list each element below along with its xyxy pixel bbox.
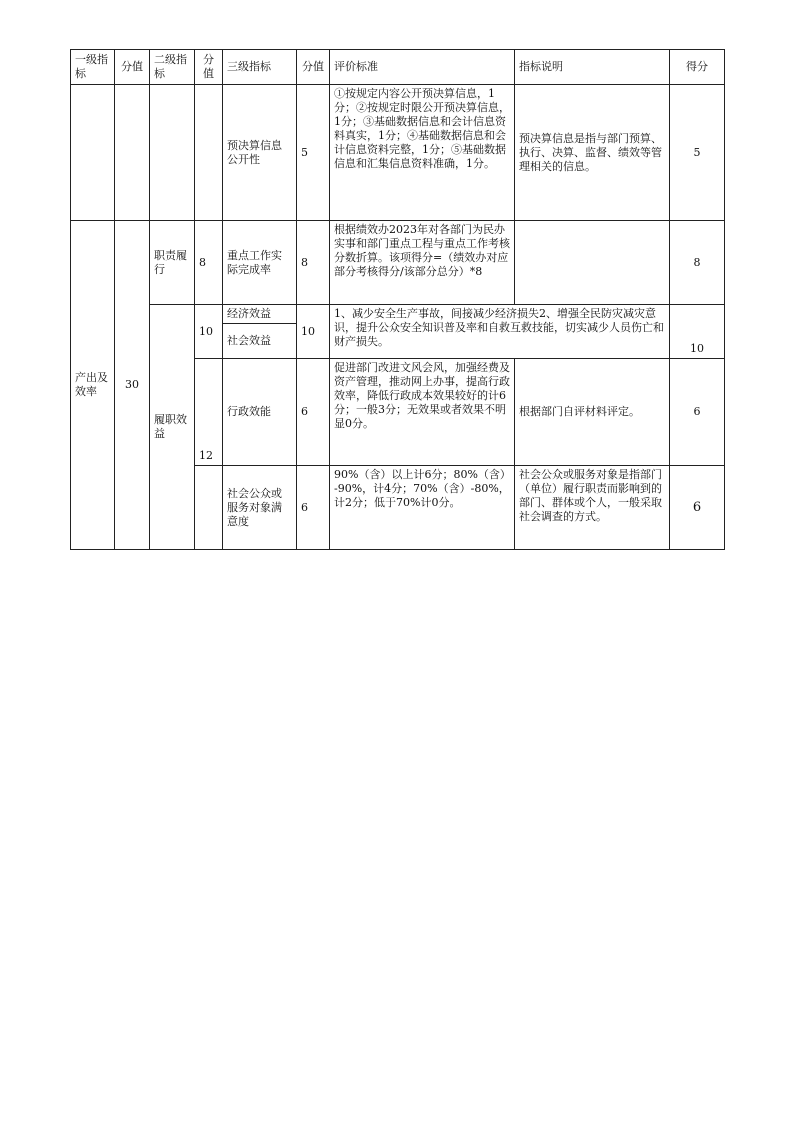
table-row-econ — [71, 305, 725, 324]
duty-s2: 8 — [195, 221, 223, 305]
admin-criteria: 促进部门改进文风会风，加强经费及资产管理，推动网上办事，提高行政效率，降低行政成本效果较好的计6分；一般3分；无效果或者效果不明显0分。 — [330, 359, 515, 466]
duty-l2: 职责履行 — [150, 221, 195, 305]
header-score: 得分 — [670, 50, 725, 85]
duty-l3: 重点工作实际完成率 — [223, 221, 297, 305]
econ-score: 10 — [670, 305, 725, 359]
satisfaction-s3: 6 — [297, 466, 330, 550]
econ-l3: 经济效益 — [223, 305, 297, 324]
empty-cell — [71, 85, 115, 221]
econ-criteria: 1、减少安全生产事故，间接减少经济损失2、增强全民防灾减灾意识，提升公众安全知识普及率和自救互救技能，切实减少人员伤亡和财产损失。 — [330, 305, 670, 359]
header-level2: 二级指标 — [150, 50, 195, 85]
budget-l3: 预决算信息公开性 — [223, 85, 297, 221]
perf-s2a: 10 — [195, 305, 223, 359]
header-score1: 分值 — [115, 50, 150, 85]
header-level3: 三级指标 — [223, 50, 297, 85]
perf-s2b: 12 — [195, 359, 223, 466]
header-score2: 分值 — [195, 50, 223, 85]
empty-cell — [150, 85, 195, 221]
table-row-duty — [71, 221, 725, 305]
table-row-budget — [71, 85, 725, 221]
budget-notes: 预决算信息是指与部门预算、执行、决算、监督、绩效等管理相关的信息。 — [515, 85, 670, 221]
group-l1: 产出及效率 — [71, 221, 115, 550]
satisfaction-l3: 社会公众或服务对象满意度 — [223, 466, 297, 550]
social-l3: 社会效益 — [223, 324, 297, 359]
header-score3: 分值 — [297, 50, 330, 85]
admin-l3: 行政效能 — [223, 359, 297, 466]
evaluation-sheet — [70, 49, 726, 550]
header-row — [71, 50, 725, 85]
perf-l2: 履职效益 — [150, 305, 195, 550]
budget-s3: 5 — [297, 85, 330, 221]
duty-score: 8 — [670, 221, 725, 305]
header-level1: 一级指标 — [71, 50, 115, 85]
empty-cell — [195, 466, 223, 550]
budget-score: 5 — [670, 85, 725, 221]
duty-s3: 8 — [297, 221, 330, 305]
empty-cell — [115, 85, 150, 221]
admin-s3: 6 — [297, 359, 330, 466]
satisfaction-notes: 社会公众或服务对象是指部门（单位）履行职责而影响到的部门、群体或个人，一般采取社会调查的方式。 — [515, 466, 670, 550]
admin-score: 6 — [670, 359, 725, 466]
satisfaction-score: 6 — [670, 466, 725, 550]
budget-criteria: ①按规定内容公开预决算信息，1分；②按规定时限公开预决算信息，1分；③基础数据信息和会计信息资料真实，1分；④基础数据信息和会计信息资料完整，1分；⑤基础数据信息和汇集信息资料准确，1分。 — [330, 85, 515, 221]
admin-notes: 根据部门自评材料评定。 — [515, 359, 670, 466]
satisfaction-criteria: 90%（含）以上计6分；80%（含）-90%，计4分；70%（含）-80%，计2分；低于70%计0分。 — [330, 466, 515, 550]
duty-criteria: 根据绩效办2023年对各部门为民办实事和部门重点工程与重点工作考核分数折算。该项得分=（绩效办对应部分考核得分/该部分总分）*8 — [330, 221, 515, 305]
header-criteria: 评价标准 — [330, 50, 515, 85]
indicator-table — [70, 49, 725, 550]
header-notes: 指标说明 — [515, 50, 670, 85]
econ-s3: 10 — [297, 305, 330, 359]
empty-cell — [195, 85, 223, 221]
duty-notes — [515, 221, 670, 305]
group-s1: 30 — [115, 221, 150, 550]
